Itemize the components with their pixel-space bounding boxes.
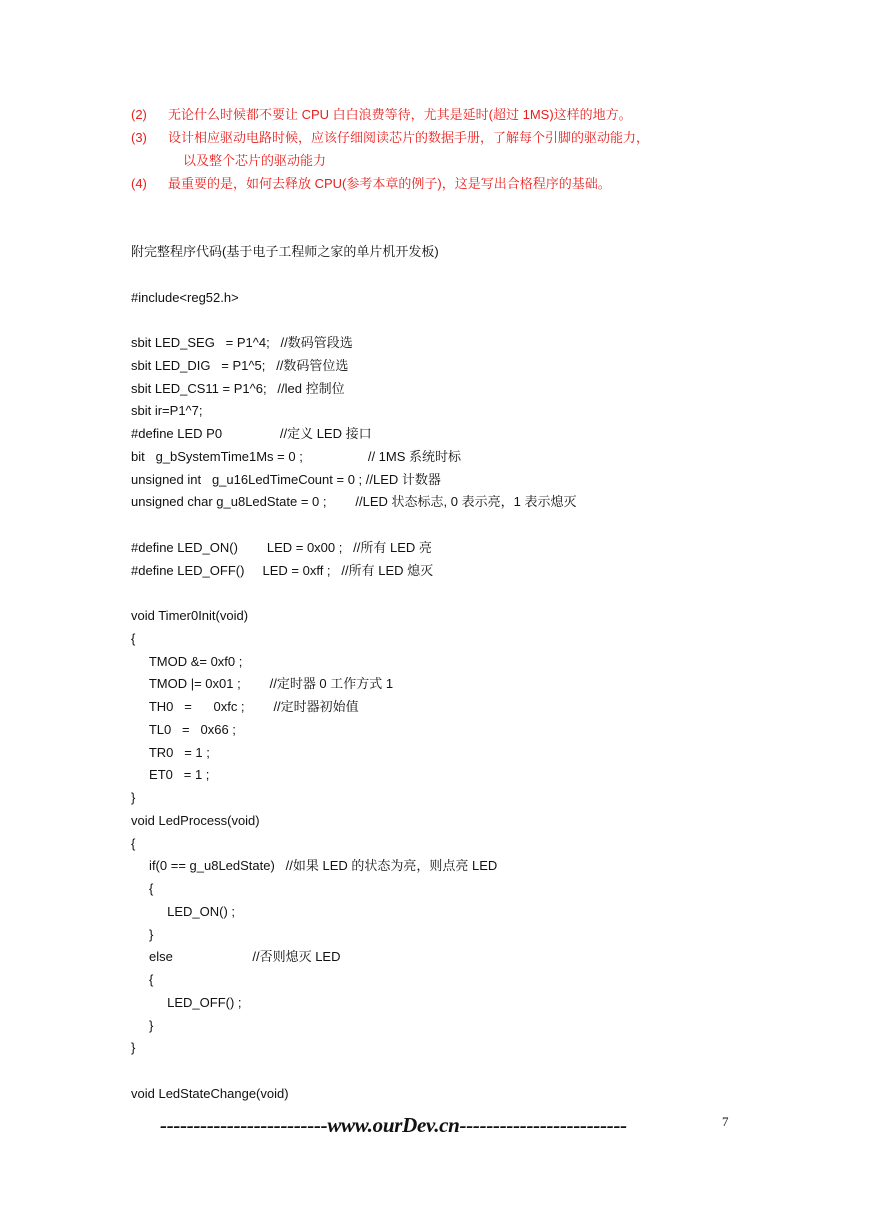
code-line: sbit LED_SEG = P1^4; //数码管段选 <box>131 335 353 350</box>
page-number: 7 <box>722 1114 729 1129</box>
code-line: #define LED_ON() LED = 0x00 ; //所有 LED 亮 <box>131 540 432 555</box>
code-line: } <box>131 1018 154 1033</box>
code-line: LED_ON() ; <box>131 904 236 919</box>
code-line: LED_OFF() ; <box>131 995 242 1010</box>
code-line: } <box>131 1040 136 1055</box>
note-text: 最重要的是，如何去释放 CPU(参考本章的例子)，这是写出合格程序的基础。 <box>168 176 611 191</box>
code-line: TMOD &= 0xf0 ; <box>131 654 243 669</box>
code-line: { <box>131 881 154 896</box>
code-line: ET0 = 1 ; <box>131 767 210 782</box>
code-line: bit g_bSystemTime1Ms = 0 ; // 1MS 系统时标 <box>131 449 462 464</box>
code-line: sbit ir=P1^7; <box>131 403 203 418</box>
code-line: if(0 == g_u8LedState) //如果 LED 的状态为亮，则点亮 LED <box>131 858 498 873</box>
code-line: } <box>131 790 136 805</box>
code-line: unsigned char g_u8LedState = 0 ; //LED 状态标志, 0 表示亮，1 表示熄灭 <box>131 494 577 509</box>
code-line: void LedProcess(void) <box>131 813 260 828</box>
note-number: (3) <box>131 130 147 145</box>
note-text: 设计相应驱动电路时候，应该仔细阅读芯片的数据手册，了解每个引脚的驱动能力， <box>168 130 650 145</box>
note-text-continuation: 以及整个芯片的驱动能力 <box>183 153 327 168</box>
note-number: (4) <box>131 176 147 191</box>
code-line: TR0 = 1 ; <box>131 745 210 760</box>
code-line: { <box>131 836 136 851</box>
note-text: 无论什么时候都不要让 CPU 白白浪费等待，尤其是延时(超过 1MS)这样的地方。 <box>168 107 632 122</box>
code-line: } <box>131 927 154 942</box>
section-heading: 附完整程序代码(基于电子工程师之家的单片机开发板) <box>131 244 439 259</box>
code-line: sbit LED_CS11 = P1^6; //led 控制位 <box>131 381 345 396</box>
code-line: TMOD |= 0x01 ; //定时器 0 工作方式 1 <box>131 676 394 691</box>
code-line: void LedStateChange(void) <box>131 1086 289 1101</box>
footer-url-banner: -------------------------www.ourDev.cn------------------------- <box>160 1113 627 1137</box>
code-line: TH0 = 0xfc ; //定时器初始值 <box>131 699 359 714</box>
code-line: unsigned int g_u16LedTimeCount = 0 ; //LED 计数器 <box>131 472 441 487</box>
code-line: #define LED P0 //定义 LED 接口 <box>131 426 372 441</box>
code-line: { <box>131 972 154 987</box>
code-line: void Timer0Init(void) <box>131 608 249 623</box>
code-line: #define LED_OFF() LED = 0xff ; //所有 LED 熄灭 <box>131 563 434 578</box>
code-line: #include<reg52.h> <box>131 290 239 305</box>
code-line: else //否则熄灭 LED <box>131 949 341 964</box>
note-number: (2) <box>131 107 147 122</box>
code-line: TL0 = 0x66 ; <box>131 722 236 737</box>
code-line: sbit LED_DIG = P1^5; //数码管位选 <box>131 358 349 373</box>
code-line: { <box>131 631 136 646</box>
